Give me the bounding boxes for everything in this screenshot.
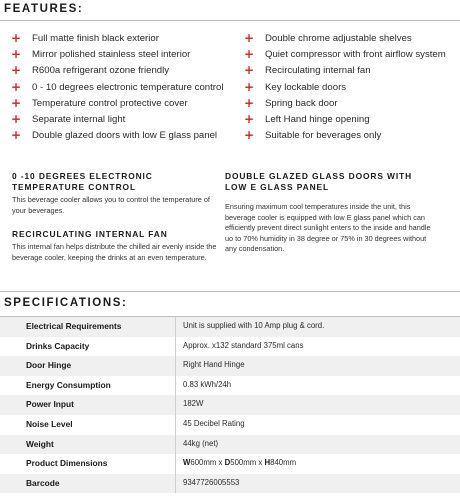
table-row: Product Dimensions W600mm x D500mm x H840mm bbox=[26, 458, 297, 469]
table-row: Power Input 182W bbox=[0, 395, 460, 415]
plus-icon: + bbox=[244, 128, 255, 143]
plus-icon: + bbox=[244, 79, 255, 94]
plus-icon: + bbox=[244, 47, 255, 62]
glass-doors-heading: DOUBLE GLAZED GLASS DOORS WITH LOW E GLASS PANEL bbox=[225, 171, 413, 192]
plus-icon: + bbox=[244, 111, 255, 126]
features-title: FEATURES: bbox=[4, 3, 84, 15]
plus-icon: + bbox=[11, 79, 22, 94]
plus-icon: + bbox=[11, 111, 22, 126]
plus-icon: + bbox=[11, 95, 22, 110]
table-row: Weight 44kg (net) bbox=[0, 435, 460, 455]
plus-icon: + bbox=[244, 63, 255, 78]
temperature-control-heading: 0 -10 DEGREES ELECTRONIC TEMPERATURE CONTROL bbox=[12, 171, 153, 192]
plus-icon: + bbox=[244, 31, 255, 45]
table-row: Noise Level 45 Decibel Rating bbox=[26, 419, 245, 429]
temperature-control-text: This beverage cooler allows you to control the temperature of your beverages. bbox=[12, 195, 210, 215]
table-column-divider bbox=[175, 317, 176, 493]
plus-icon: + bbox=[244, 95, 255, 110]
glass-doors-block bbox=[225, 171, 431, 255]
specifications-top-divider bbox=[0, 291, 460, 292]
internal-fan-text: This internal fan helps distribute the chilled air evenly inside the beverage cooler, keeping the drinks at an even temperature. bbox=[12, 242, 217, 262]
plus-icon: + bbox=[11, 31, 22, 45]
table-row: Door Hinge Right Hand Hinge bbox=[0, 356, 460, 376]
features-divider bbox=[0, 20, 460, 21]
temperature-control-block bbox=[12, 171, 217, 216]
plus-icon: + bbox=[11, 47, 22, 62]
plus-icon: + bbox=[11, 63, 22, 78]
table-row: Drinks Capacity Approx. x132 standard 375ml cans bbox=[26, 340, 304, 351]
specifications-title: SPECIFICATIONS: bbox=[4, 297, 128, 309]
table-row: Electrical Requirements Unit is supplied with 10 Amp plug & cord. bbox=[0, 317, 460, 337]
table-row: Energy Consumption 0.83 kWh/24h bbox=[26, 379, 232, 390]
dimensions-value: W600mm x D500mm x H840mm bbox=[183, 458, 297, 468]
internal-fan-heading: RECIRCULATING INTERNAL FAN bbox=[12, 229, 168, 239]
table-row: Barcode 9347726005553 bbox=[0, 474, 460, 494]
plus-icon: + bbox=[11, 128, 22, 143]
internal-fan-block bbox=[12, 229, 217, 263]
glass-doors-text: Ensuring maximum cool temperatures inside the unit, this beverage cooler is equipped with low E glass panel which can efficiently prevent direct sunlight enters to the inside and handle uo to 70% humidity in 38 degree or 75% in 30 degrees without any condensation. bbox=[225, 202, 431, 254]
